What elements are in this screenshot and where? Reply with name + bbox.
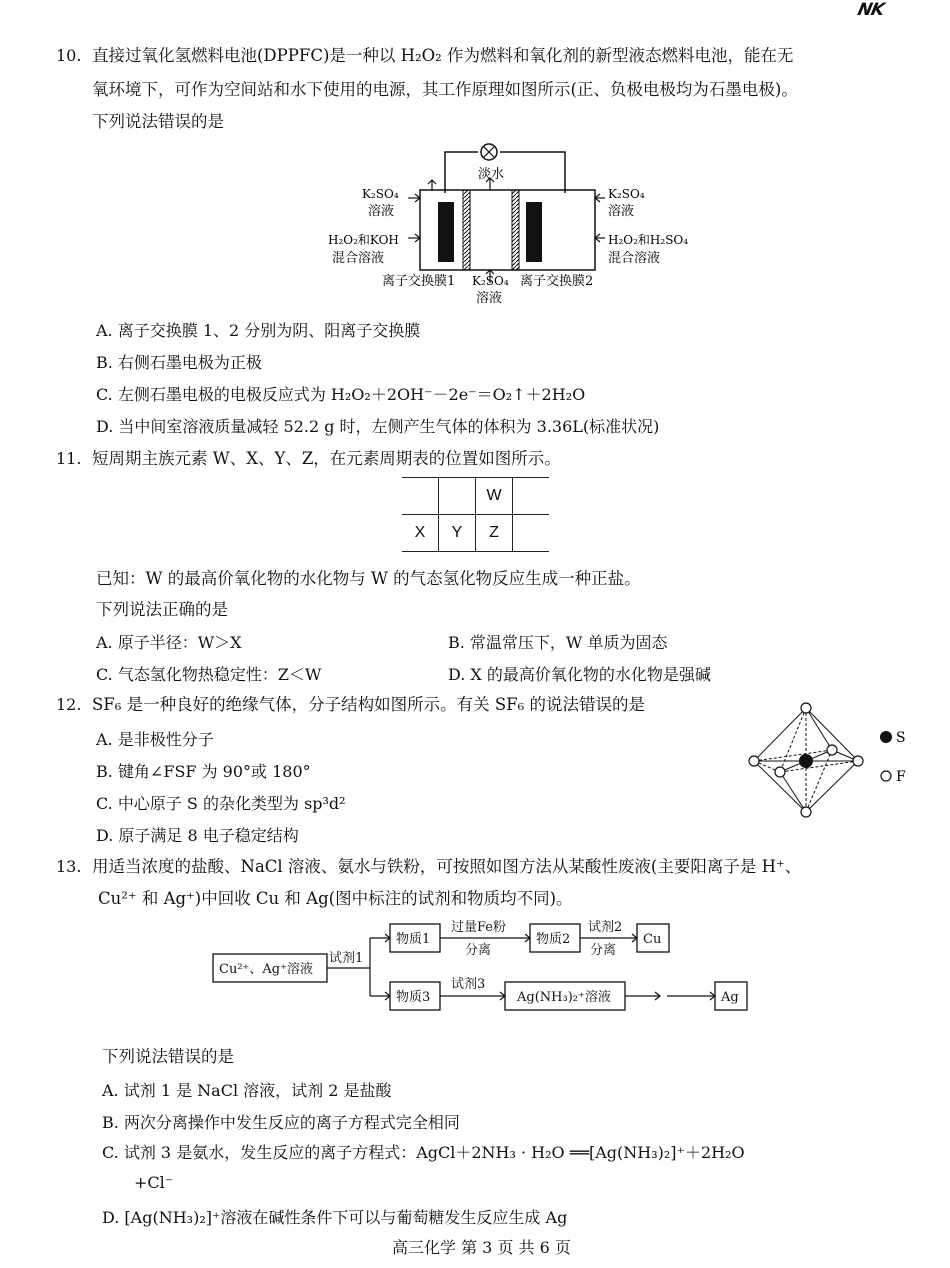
reagent3-label: 试剂3 xyxy=(451,977,486,992)
fuel-cell-diagram xyxy=(320,138,689,308)
periodic-table-excerpt xyxy=(402,477,549,552)
q10-stem-line1: 直接过氧化氢燃料电池(DPPFC)是一种以 H₂O₂ 作为燃料和氧化剂的新型液态燃料电池，能在无 xyxy=(92,46,794,65)
reagent1-label: 试剂1 xyxy=(329,951,364,966)
legend-f-label: F xyxy=(896,769,906,785)
sulfur-atom xyxy=(799,754,813,768)
table-cell: Z xyxy=(476,515,513,552)
q13-option-a: A. 试剂 1 是 NaCl 溶液，试剂 2 是盐酸 xyxy=(102,1081,392,1100)
sep2-label: 分离 xyxy=(590,943,617,958)
q12-stem: SF₆ 是一种良好的绝缘气体，分子结构如图所示。有关 SF₆ 的说法错误的是 xyxy=(92,695,645,714)
q13-option-d: D. [Ag(NH₃)₂]⁺溶液在碱性条件下可以与葡萄糖发生反应生成 Ag xyxy=(102,1208,568,1227)
q12-option-c: C. 中心原子 S 的杂化类型为 sp³d² xyxy=(96,794,346,813)
q12-option-b: B. 键角∠FSF 为 90°或 180° xyxy=(96,762,311,781)
sub3-label: 物质3 xyxy=(396,990,431,1005)
q10-option-d: D. 当中间室溶液质量减轻 52.2 g 时，左侧产生气体的体积为 3.36L(标准状况) xyxy=(96,417,660,436)
left-top-label2: 溶液 xyxy=(368,204,395,219)
q13-ask: 下列说法错误的是 xyxy=(102,1047,234,1066)
middle-label: K₂SO₄ xyxy=(472,274,509,288)
table-cell: Y xyxy=(439,515,476,552)
q10-option-c: C. 左侧石墨电极的电极反应式为 H₂O₂＋2OH⁻－2e⁻＝O₂↑＋2H₂O xyxy=(96,385,586,404)
left-bottom-label2: 混合溶液 xyxy=(332,251,385,266)
q11-known: 已知：W 的最高价氧化物的水化物与 W 的气态氢化物反应生成一种正盐。 xyxy=(96,569,641,588)
table-cell: X xyxy=(402,515,439,552)
q13-stem-line1: 用适当浓度的盐酸、NaCl 溶液、氨水与铁粉，可按照如图方法从某酸性废液(主要阳离子是 H⁺、 xyxy=(92,857,802,876)
q13-number: 13. xyxy=(56,857,82,876)
q11-option-c: C. 气态氢化物热稳定性：Z＜W xyxy=(96,665,322,684)
legend-f-icon xyxy=(881,771,891,781)
right-top-label2: 溶液 xyxy=(608,204,635,219)
q13-option-b: B. 两次分离操作中发生反应的离子方程式完全相同 xyxy=(102,1113,460,1132)
q10-option-b: B. 右侧石墨电极为正极 xyxy=(96,353,262,372)
q12-option-d: D. 原子满足 8 电子稳定结构 xyxy=(96,826,299,845)
right-top-label: K₂SO₄ xyxy=(608,187,645,201)
sf6-structure-diagram xyxy=(740,700,930,825)
membrane-2 xyxy=(512,190,519,270)
left-bottom-label: H₂O₂和KOH xyxy=(328,233,399,247)
q12-option-a: A. 是非极性分子 xyxy=(96,730,214,749)
q11-option-d: D. X 的最高价氧化物的水化物是强碱 xyxy=(448,665,711,684)
q11-ask: 下列说法正确的是 xyxy=(96,600,228,619)
recovery-flowchart xyxy=(205,912,765,1022)
ag-label: Ag xyxy=(721,990,739,1005)
fe-label: 过量Fe粉 xyxy=(451,920,507,935)
membrane-1 xyxy=(463,190,470,270)
q10-number: 10. xyxy=(56,46,82,65)
q13-stem-line2: Cu²⁺ 和 Ag⁺)中回收 Cu 和 Ag(图中标注的试剂和物质均不同)。 xyxy=(98,889,573,908)
sub1-label: 物质1 xyxy=(396,932,431,947)
agnh3-label: Ag(NH₃)₂⁺溶液 xyxy=(517,990,611,1005)
left-electrode xyxy=(438,202,454,262)
right-electrode xyxy=(526,202,542,262)
q11-option-b: B. 常温常压下，W 单质为固态 xyxy=(448,633,668,652)
membrane2-label: 离子交换膜2 xyxy=(520,274,594,289)
table-cell xyxy=(439,478,476,515)
q12-number: 12. xyxy=(56,695,82,714)
q10-stem-line3: 下列说法错误的是 xyxy=(92,112,224,131)
table-cell xyxy=(513,478,550,515)
q11-number: 11. xyxy=(56,449,82,468)
page-footer: 高三化学 第 3 页 共 6 页 xyxy=(392,1238,571,1257)
right-bottom-label: H₂O₂和H₂SO₄ xyxy=(608,233,689,247)
table-cell: W xyxy=(476,478,513,515)
reagent2-label: 试剂2 xyxy=(588,920,623,935)
cu-label: Cu xyxy=(643,932,662,947)
start-label: Cu²⁺、Ag⁺溶液 xyxy=(219,962,313,977)
legend-s-label: S xyxy=(896,730,906,746)
middle-label2: 溶液 xyxy=(476,291,503,306)
q13-option-c: C. 试剂 3 是氨水，发生反应的离子方程式：AgCl＋2NH₃ · H₂O ══[Ag(NH₃)₂]⁺＋2H₂O xyxy=(102,1143,745,1162)
q13-option-c-cont: +Cl⁻ xyxy=(134,1173,174,1192)
q11-option-a: A. 原子半径：W＞X xyxy=(96,633,242,652)
table-cell xyxy=(402,478,439,515)
membrane1-label: 离子交换膜1 xyxy=(382,274,456,289)
legend-s-icon xyxy=(880,731,892,743)
table-cell xyxy=(513,515,550,552)
publisher-logo: NK xyxy=(855,0,886,20)
left-top-label: K₂SO₄ xyxy=(362,187,399,201)
sep1-label: 分离 xyxy=(465,943,492,958)
q11-stem: 短周期主族元素 W、X、Y、Z，在元素周期表的位置如图所示。 xyxy=(92,449,561,468)
q10-stem-line2: 氧环境下，可作为空间站和水下使用的电源，其工作原理如图所示(正、负极电极均为石墨电极)。 xyxy=(92,80,798,99)
sub2-label: 物质2 xyxy=(536,932,571,947)
q10-option-a: A. 离子交换膜 1、2 分别为阴、阳离子交换膜 xyxy=(96,321,421,340)
right-bottom-label2: 混合溶液 xyxy=(608,251,661,266)
top-label: 淡水 xyxy=(478,167,505,182)
